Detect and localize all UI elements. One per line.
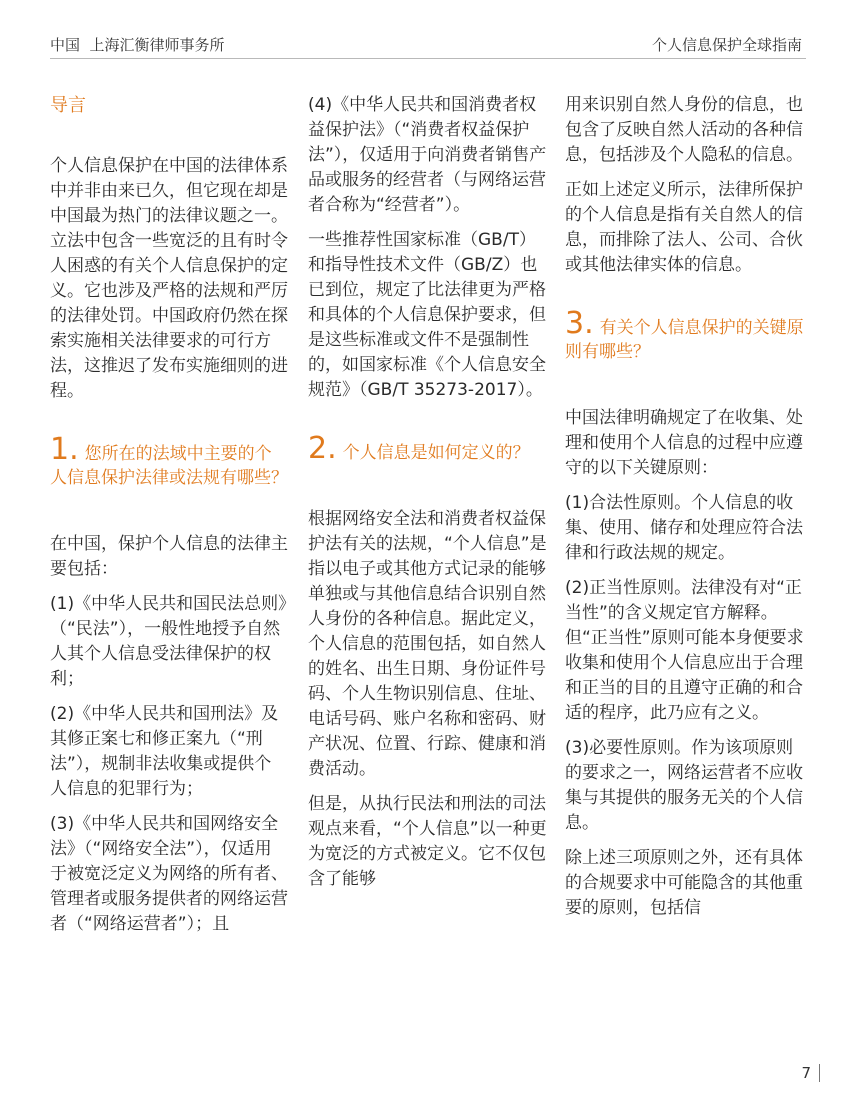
header-guide-title: 个人信息保护全球指南: [651, 36, 802, 54]
definition-continued: 用来识别自然人身份的信息，也包含了反映自然人活动的各种信息，包括涉及个人隐私的信息。: [565, 95, 803, 165]
page-number: 7: [801, 1064, 820, 1082]
section-3-number: 3.: [565, 306, 594, 341]
principle-legality: (1)合法性原则。个人信息的收集、使用、储存和处理应符合法律和行政法规的规定。: [565, 493, 803, 563]
intro-heading: 导言: [50, 95, 86, 116]
section-1-heading: [50, 432, 288, 490]
section-1-item-4: (4)《中华人民共和国消费者权益保护法》（“消费者权益保护法”），仅适用于向消费者销售产品或服务的经营者（与网络运营者合称为“经营者”）。: [308, 95, 547, 215]
standards-paragraph: 一些推荐性国家标准（GB/T）和指导性技术文件（GB/Z）也已到位，规定了比法律更为严格和具体的个人信息保护要求，但是这些标准或文件不是强制性的，如国家标准《个人信息安全规范》（GB/T 35273-2017）。: [308, 230, 546, 400]
principle-legitimacy: (2)正当性原则。法律没有对“正当性”的含义规定官方解释。但“正当性”原则可能本身便要求收集和使用个人信息应出于合理和正当的目的且遵守正确的和合适的程序，此乃应有之义。: [565, 578, 804, 723]
definition-paragraph-1: 根据网络安全法和消费者权益保护法有关的法规，“个人信息”是指以电子或其他方式记录的能够单独或与其他信息结合识别自然人身份的各种信息。据此定义，个人信息的范围包括，如自然人的姓名、出生日期、身份证件号码、个人生物识别信息、住址、电话号码、账户名称和密码、财产状况、位置、行踪、健康和消费活动。: [308, 509, 547, 779]
section-1-number: 1.: [50, 432, 79, 467]
principle-necessity: (3)必要性原则。作为该项原则的要求之一，网络运营者不应收集与其提供的服务无关的个人信息。: [565, 738, 803, 833]
section-1-item-2: (2)《中华人民共和国刑法》及其修正案七和修正案九（“刑法”），规制非法收集或提供个人信息的犯罪行为；: [50, 704, 279, 799]
text-column-1: [50, 93, 288, 947]
header-firm-name: 中国 上海汇衡律师事务所: [50, 36, 225, 54]
section-3-heading: [565, 306, 805, 364]
section-1-item-1: (1)《中华人民共和国民法总则》（“民法”），一般性地授予自然人其个人信息受法律保护的权利；: [50, 594, 287, 689]
page-header: [50, 32, 806, 59]
section-1-title: 您所在的法域中主要的个人信息保护法律或法规有哪些？: [50, 444, 288, 488]
definition-summary: 正如上述定义所示，法律所保护的个人信息是指有关自然人的信息，而排除了法人、公司、合伙或其他法律实体的信息。: [565, 180, 803, 275]
section-3-title: 有关个人信息保护的关键原则有哪些？: [565, 318, 804, 362]
text-column-2: [308, 93, 548, 902]
text-column-3: [565, 93, 805, 931]
section-1-item-3: (3)《中华人民共和国网络安全法》（“网络安全法”），仅适用于被宽泛定义为网络的所有者、管理者或服务提供者的网络运营者（“网络运营者”）；且: [50, 814, 288, 934]
other-principles: 除上述三项原则之外，还有具体的合规要求中可能隐含的其他重要的原则，包括信: [565, 848, 803, 918]
definition-paragraph-2: 但是，从执行民法和刑法的司法观点来看，“个人信息”以一种更为宽泛的方式被定义。它不仅包含了能够: [308, 794, 547, 889]
intro-paragraph: 个人信息保护在中国的法律体系中并非由来已久，但它现在却是中国最为热门的法律议题之一。立法中包含一些宽泛的且有时令人困惑的有关个人信息保护的定义。它也涉及严格的法规和严厉的法律处罚。中国政府仍然在探索实施相关法律要求的可行方法，这推迟了发布实施细则的进程。: [50, 156, 288, 401]
section-2-title: 个人信息是如何定义的？: [342, 443, 530, 463]
section-2-heading: [308, 431, 548, 466]
section-3-lead: 中国法律明确规定了在收集、处理和使用个人信息的过程中应遵守的以下关键原则：: [565, 408, 803, 478]
section-2-number: 2.: [308, 431, 337, 466]
section-1-lead: 在中国，保护个人信息的法律主要包括：: [50, 534, 288, 579]
